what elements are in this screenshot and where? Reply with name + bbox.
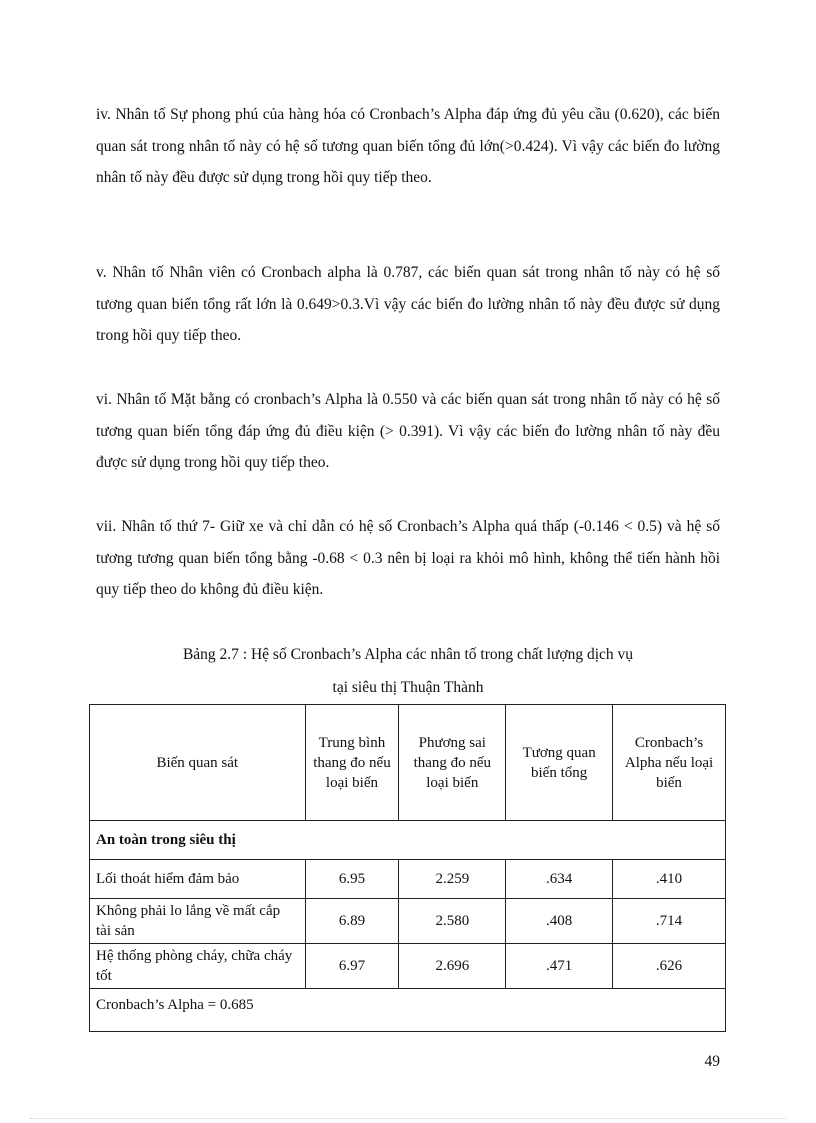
header-scale-variance: Phương sai thang đo nếu loại biến bbox=[399, 705, 506, 821]
cell-scale-mean: 6.97 bbox=[305, 944, 399, 989]
table-row bbox=[90, 860, 726, 899]
table-caption-line-2: tại siêu thị Thuận Thành bbox=[332, 679, 484, 696]
cell-scale-variance: 2.259 bbox=[399, 860, 506, 899]
table-row bbox=[90, 944, 726, 989]
paragraph-vi: vi. Nhân tố Mặt bằng có cronbach’s Alpha là 0.550 và các biến quan sát trong nhân tố này có hệ số tương quan biến tổng đáp ứng đủ điều kiện (> 0.391). Vì vậy các biến đo lường nhân tố này đều được sử dụng trong hồi quy tiếp theo. bbox=[96, 391, 720, 471]
cell-scale-mean: 6.89 bbox=[305, 899, 399, 944]
cell-correlation: .634 bbox=[506, 860, 613, 899]
cell-correlation: .408 bbox=[506, 899, 613, 944]
header-observed-variable: Biến quan sát bbox=[90, 705, 306, 821]
paragraph-v: v. Nhân tố Nhân viên có Cronbach alpha là 0.787, các biến quan sát trong nhân tố này có hệ số tương quan biến tổng rất lớn là 0.649>0.3.Vì vậy các biến đo lường nhân tố này đều được sử dụng trong hồi quy tiếp theo. bbox=[96, 264, 720, 344]
cell-alpha: .410 bbox=[613, 860, 726, 899]
cell-variable: Không phải lo lắng về mất cắp tài sản bbox=[90, 899, 306, 944]
cell-alpha: .714 bbox=[613, 899, 726, 944]
cell-scale-variance: 2.580 bbox=[399, 899, 506, 944]
header-item-total-correlation: Tương quan biến tổng bbox=[506, 705, 613, 821]
paragraph-vii: vii. Nhân tố thứ 7- Giữ xe và chỉ dẫn có hệ số Cronbach’s Alpha quá thấp (-0.146 < 0.5) và hệ số tương tương quan biến tổng bằng -0.68 < 0.3 nên bị loại ra khỏi mô hình, không thể tiến hành hồi quy tiếp theo do không đủ điều kiện. bbox=[96, 518, 720, 598]
table-row bbox=[90, 899, 726, 944]
table-header-row bbox=[90, 705, 726, 821]
cronbach-alpha-table bbox=[89, 704, 726, 1032]
header-scale-mean: Trung bình thang đo nếu loại biến bbox=[305, 705, 399, 821]
overall-alpha: Cronbach’s Alpha = 0.685 bbox=[90, 989, 726, 1032]
cell-scale-mean: 6.95 bbox=[305, 860, 399, 899]
table-group-row bbox=[90, 821, 726, 860]
paragraph-iv: iv. Nhân tố Sự phong phú của hàng hóa có Cronbach’s Alpha đáp ứng đủ yêu cầu (0.620), các biến quan sát trong nhân tố này có hệ số tương quan biến tổng đủ lớn(>0.424). Vì vậy các biến đo lường nhân tố này đều được sử dụng trong hồi quy tiếp theo. bbox=[96, 106, 720, 186]
cell-correlation: .471 bbox=[506, 944, 613, 989]
page-number: 49 bbox=[704, 1053, 720, 1070]
header-alpha-if-deleted: Cronbach’s Alpha nếu loại biến bbox=[613, 705, 726, 821]
table-caption-line-1: Bảng 2.7 : Hệ số Cronbach’s Alpha các nhân tố trong chất lượng dịch vụ bbox=[182, 646, 634, 663]
cell-variable: Lối thoát hiểm đảm bảo bbox=[90, 860, 306, 899]
cell-alpha: .626 bbox=[613, 944, 726, 989]
page-footer-divider bbox=[30, 1118, 786, 1119]
cell-scale-variance: 2.696 bbox=[399, 944, 506, 989]
table-alpha-row bbox=[90, 989, 726, 1032]
cell-variable: Hệ thống phòng cháy, chữa cháy tốt bbox=[90, 944, 306, 989]
group-label: An toàn trong siêu thị bbox=[90, 821, 726, 860]
